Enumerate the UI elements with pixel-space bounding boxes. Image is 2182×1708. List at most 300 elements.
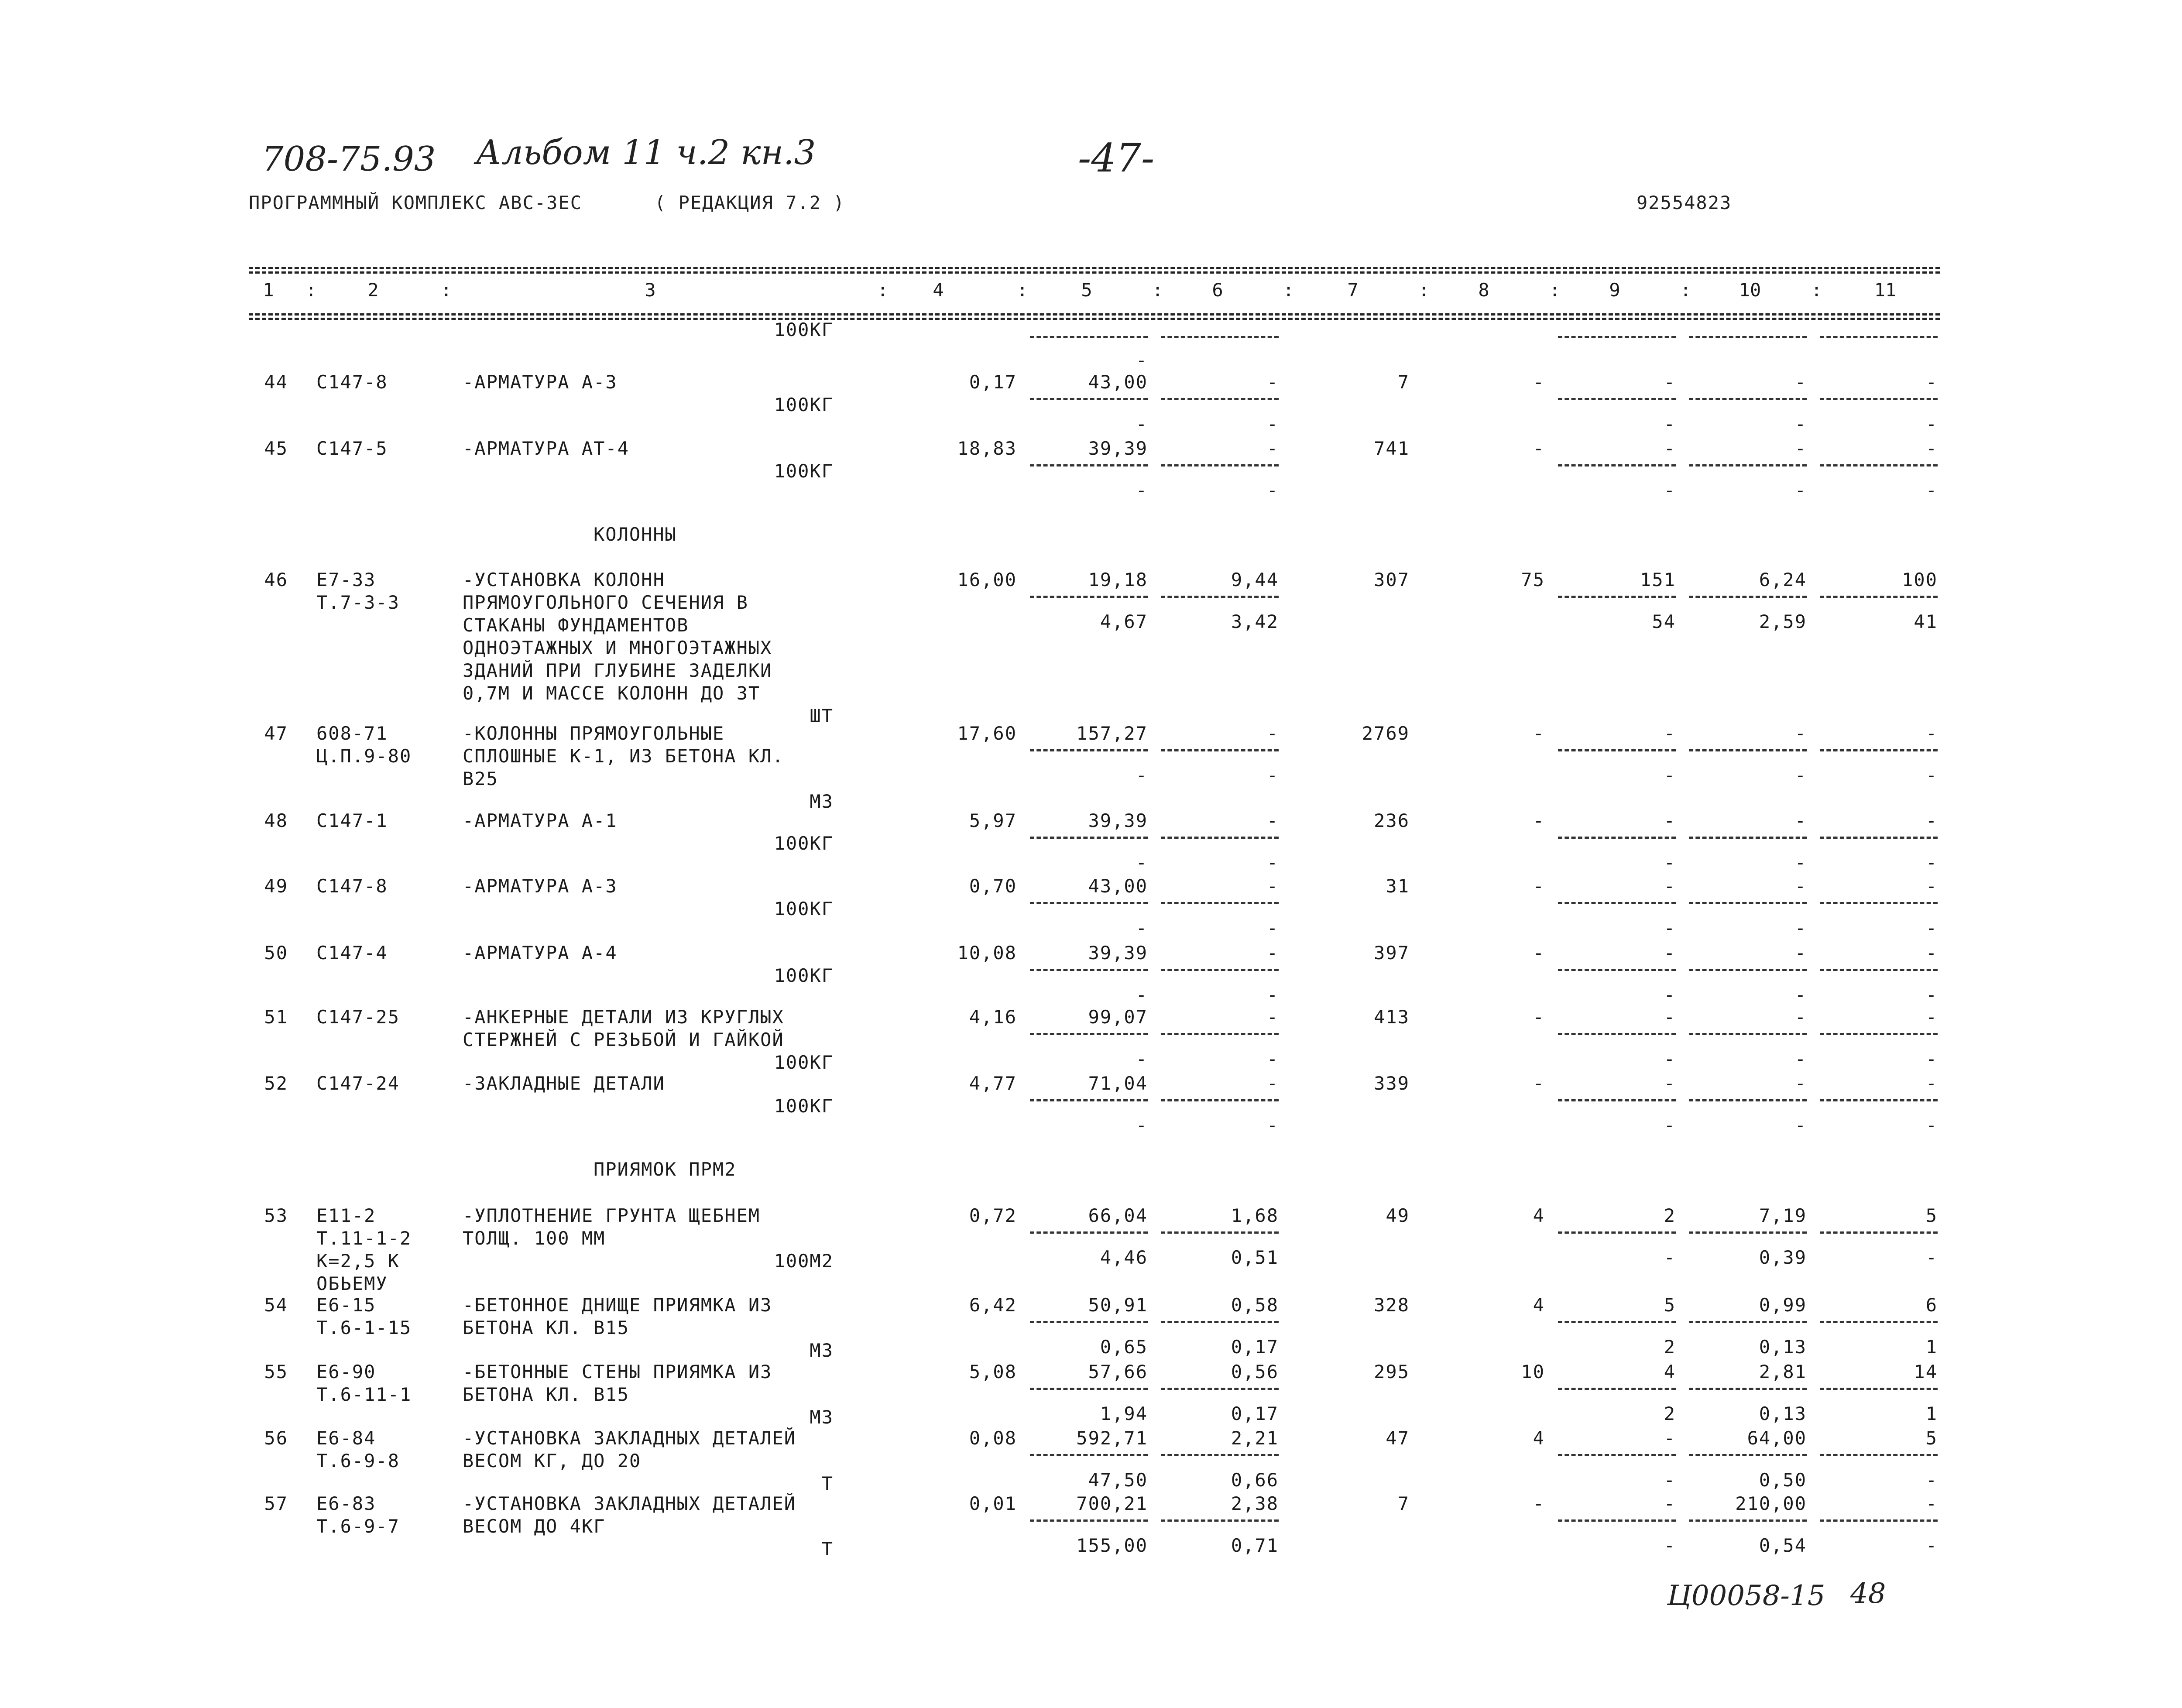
sub-value-c11: - — [1925, 1115, 1938, 1136]
resource-code: Е6-83 — [316, 1493, 376, 1514]
sub-value-c10: 0,13 — [1759, 1336, 1807, 1358]
value-c7: 295 — [1374, 1361, 1410, 1382]
cell-underline — [1820, 1321, 1938, 1323]
cell-underline — [1689, 1033, 1807, 1035]
value-c5: 39,39 — [1088, 810, 1148, 831]
sub-value-c5: - — [1136, 480, 1148, 501]
cell-underline — [1558, 1231, 1676, 1234]
cell-underline — [1820, 596, 1938, 598]
sub-value-c10: - — [1794, 413, 1807, 435]
column-separator: : — [1017, 279, 1028, 301]
unit-of-measure: Т — [821, 1473, 834, 1494]
value-c8: 4 — [1533, 1205, 1545, 1226]
sub-value-c9: - — [1664, 917, 1676, 939]
cell-underline — [1820, 969, 1938, 971]
sub-value-c5: - — [1136, 1048, 1148, 1070]
cell-underline — [1558, 336, 1676, 338]
value-c7: 31 — [1386, 875, 1410, 897]
value-c6: 0,58 — [1231, 1294, 1279, 1316]
resource-code: С147-24 — [316, 1073, 400, 1094]
value-c6: - — [1266, 438, 1279, 459]
value-c8: - — [1533, 1073, 1545, 1094]
resource-code: 608-71 — [316, 723, 388, 744]
cell-underline — [1820, 1519, 1938, 1522]
cell-underline — [1030, 1099, 1148, 1101]
value-c9: - — [1664, 723, 1676, 744]
section-title-kolonny: КОЛОННЫ — [594, 524, 677, 545]
sub-value-c11: - — [1925, 1469, 1938, 1491]
cell-underline — [1689, 749, 1807, 751]
program-title: ПРОГРАММНЫЙ КОМПЛЕКС АВС-3ЕС — [249, 192, 583, 213]
cell-underline — [1689, 969, 1807, 971]
value-c11: - — [1925, 371, 1938, 393]
value-c10: - — [1794, 1073, 1807, 1094]
row-number: 45 — [264, 438, 288, 459]
value-c8: 4 — [1533, 1427, 1545, 1449]
sub-value-c5: - — [1136, 852, 1148, 873]
row-number: 48 — [264, 810, 288, 831]
sub-value-c10: 2,59 — [1759, 611, 1807, 632]
work-description: -УСТАНОВКА ЗАКЛАДНЫХ ДЕТАЛЕЙ — [463, 1493, 796, 1514]
value-c11: - — [1925, 1073, 1938, 1094]
row-number: 50 — [264, 942, 288, 964]
cell-underline — [1030, 1454, 1148, 1456]
sub-value-c5: 0,65 — [1100, 1336, 1148, 1358]
unit-of-measure: М3 — [810, 1340, 834, 1361]
value-c11: 14 — [1914, 1361, 1938, 1382]
value-c5: 99,07 — [1088, 1006, 1148, 1028]
row-number: 46 — [264, 569, 288, 590]
row-number: 56 — [264, 1427, 288, 1449]
sub-value-c10: - — [1794, 984, 1807, 1005]
value-c9: - — [1664, 1073, 1676, 1094]
work-description: ПРЯМОУГОЛЬНОГО СЕЧЕНИЯ В — [463, 592, 748, 613]
column-header-4: 4 — [933, 279, 944, 301]
sub-value-c9: - — [1664, 413, 1676, 435]
cell-underline — [1689, 837, 1807, 839]
cell-underline — [1558, 464, 1676, 466]
unit-of-measure: 100КГ — [774, 1095, 834, 1117]
cell-underline — [1030, 749, 1148, 751]
value-c6: - — [1266, 1073, 1279, 1094]
sub-value-c6: - — [1266, 1115, 1279, 1136]
column-header-10: 10 — [1739, 279, 1761, 301]
cell-underline — [1820, 1231, 1938, 1234]
cell-underline — [1558, 1454, 1676, 1456]
value-c6: - — [1266, 875, 1279, 897]
sub-value-c10: 0,39 — [1759, 1247, 1807, 1268]
cell-underline — [1689, 1454, 1807, 1456]
work-description: БЕТОНА КЛ. В15 — [463, 1384, 630, 1405]
value-c8: - — [1533, 438, 1545, 459]
cell-underline — [1030, 398, 1148, 400]
cell-underline — [1558, 1519, 1676, 1522]
unit-of-measure: М3 — [810, 791, 834, 812]
column-header-1: 1 — [263, 279, 274, 301]
sub-value-c5: - — [1136, 1115, 1148, 1136]
sub-value-c9: 54 — [1652, 611, 1676, 632]
value-c10: 0,99 — [1759, 1294, 1807, 1316]
value-c9: 4 — [1664, 1361, 1676, 1382]
cell-underline — [1820, 749, 1938, 751]
cell-underline — [1558, 1033, 1676, 1035]
sub-value-c5: - — [1136, 350, 1148, 371]
column-header-2: 2 — [367, 279, 379, 301]
value-c9: 5 — [1664, 1294, 1676, 1316]
value-c11: - — [1925, 723, 1938, 744]
sub-value-c6: - — [1266, 984, 1279, 1005]
work-description: ТОЛЩ. 100 ММ — [463, 1228, 606, 1249]
cell-underline — [1030, 596, 1148, 598]
value-c10: - — [1794, 810, 1807, 831]
value-c7: 49 — [1386, 1205, 1410, 1226]
value-c5: 592,71 — [1076, 1427, 1148, 1449]
unit-of-measure: Т — [821, 1538, 834, 1560]
resource-code: С147-8 — [316, 371, 388, 393]
value-c8: - — [1533, 1493, 1545, 1514]
sub-value-c11: - — [1925, 1247, 1938, 1268]
value-c5: 700,21 — [1076, 1493, 1148, 1514]
section-title-priyamok: ПРИЯМОК ПРМ2 — [594, 1159, 737, 1180]
value-c7: 307 — [1374, 569, 1410, 590]
cell-underline — [1689, 336, 1807, 338]
sub-value-c11: - — [1925, 984, 1938, 1005]
sub-value-c6: 0,17 — [1231, 1403, 1279, 1424]
sub-value-c11: - — [1925, 852, 1938, 873]
cell-underline — [1558, 1321, 1676, 1323]
document-number: 92554823 — [1636, 192, 1732, 213]
cell-underline — [1689, 398, 1807, 400]
work-description: -КОЛОННЫ ПРЯМОУГОЛЬНЫЕ — [463, 723, 725, 744]
work-description: СТЕРЖНЕЙ С РЕЗЬБОЙ И ГАЙКОЙ — [463, 1029, 784, 1050]
sub-value-c10: - — [1794, 852, 1807, 873]
resource-code: Т.7-3-3 — [316, 592, 400, 613]
resource-code: ОБЬЕМУ — [316, 1273, 388, 1294]
sub-value-c11: 1 — [1925, 1336, 1938, 1358]
resource-code: Т.6-11-1 — [316, 1384, 412, 1405]
cell-underline — [1161, 1321, 1279, 1323]
work-description: ОДНОЭТАЖНЫХ И МНОГОЭТАЖНЫХ — [463, 637, 772, 659]
resource-code: К=2,5 К — [316, 1250, 400, 1272]
cell-underline — [1820, 1388, 1938, 1390]
column-separator: : — [877, 279, 889, 301]
sub-value-c11: - — [1925, 1535, 1938, 1556]
resource-code: Е6-84 — [316, 1427, 376, 1449]
row-number: 52 — [264, 1073, 288, 1094]
cell-underline — [1558, 1099, 1676, 1101]
footer-code-handwritten: Ц00058-15 — [1667, 1580, 1825, 1612]
unit-of-measure: 100КГ — [774, 394, 834, 415]
sub-value-c11: - — [1925, 1048, 1938, 1070]
sub-value-c6: 0,71 — [1231, 1535, 1279, 1556]
value-c11: - — [1925, 1493, 1938, 1514]
sub-value-c6: - — [1266, 765, 1279, 786]
page-number-handwritten: -47- — [1078, 135, 1155, 181]
value-c8: 4 — [1533, 1294, 1545, 1316]
value-c10: 6,24 — [1759, 569, 1807, 590]
sub-value-c5: - — [1136, 413, 1148, 435]
cell-underline — [1161, 749, 1279, 751]
column-header-7: 7 — [1347, 279, 1359, 301]
sub-value-c6: 3,42 — [1231, 611, 1279, 632]
value-c10: - — [1794, 942, 1807, 964]
sub-value-c9: 2 — [1664, 1336, 1676, 1358]
value-c4: 5,08 — [969, 1361, 1017, 1382]
sub-value-c9: - — [1664, 1469, 1676, 1491]
row-number: 54 — [264, 1294, 288, 1316]
unit-of-measure: 100КГ — [774, 460, 834, 482]
value-c5: 43,00 — [1088, 875, 1148, 897]
value-c5: 43,00 — [1088, 371, 1148, 393]
value-c6: 0,56 — [1231, 1361, 1279, 1382]
cell-underline — [1689, 1519, 1807, 1522]
sub-value-c11: 1 — [1925, 1403, 1938, 1424]
sub-value-c5: - — [1136, 984, 1148, 1005]
cell-underline — [1030, 1231, 1148, 1234]
value-c9: - — [1664, 1006, 1676, 1028]
column-header-9: 9 — [1609, 279, 1620, 301]
sub-value-c5: 47,50 — [1088, 1469, 1148, 1491]
cell-underline — [1558, 969, 1676, 971]
sub-value-c6: - — [1266, 852, 1279, 873]
value-c8: - — [1533, 723, 1545, 744]
cell-underline — [1161, 1388, 1279, 1390]
value-c6: - — [1266, 1006, 1279, 1028]
value-c6: - — [1266, 371, 1279, 393]
work-description: -АРМАТУРА А-3 — [463, 371, 618, 393]
cell-underline — [1689, 1388, 1807, 1390]
row-number: 47 — [264, 723, 288, 744]
value-c11: 5 — [1925, 1427, 1938, 1449]
value-c10: - — [1794, 875, 1807, 897]
sub-value-c10: - — [1794, 1048, 1807, 1070]
work-description: -АРМАТУРА А-4 — [463, 942, 618, 964]
resource-code: Т.11-1-2 — [316, 1228, 412, 1249]
value-c7: 413 — [1374, 1006, 1410, 1028]
unit-of-measure: 100КГ — [774, 965, 834, 986]
cell-underline — [1030, 336, 1148, 338]
value-c11: - — [1925, 810, 1938, 831]
resource-code: С147-1 — [316, 810, 388, 831]
value-c7: 7 — [1397, 1493, 1410, 1514]
sub-value-c5: 4,46 — [1100, 1247, 1148, 1268]
value-c9: 2 — [1664, 1205, 1676, 1226]
sub-value-c9: - — [1664, 765, 1676, 786]
work-description: -ЗАКЛАДНЫЕ ДЕТАЛИ — [463, 1073, 665, 1094]
resource-code: Е6-90 — [316, 1361, 376, 1382]
value-c9: - — [1664, 438, 1676, 459]
value-c8: - — [1533, 1006, 1545, 1028]
work-description: 0,7М И МАССЕ КОЛОНН ДО 3Т — [463, 683, 761, 704]
value-c9: - — [1664, 1493, 1676, 1514]
resource-code: С147-4 — [316, 942, 388, 964]
value-c8: 75 — [1521, 569, 1545, 590]
resource-code: Т.6-9-8 — [316, 1450, 400, 1471]
value-c4: 10,08 — [957, 942, 1017, 964]
work-description: -АРМАТУРА А-1 — [463, 810, 618, 831]
sub-value-c10: - — [1794, 480, 1807, 501]
row-number: 49 — [264, 875, 288, 897]
sub-value-c9: - — [1664, 852, 1676, 873]
cell-underline — [1161, 398, 1279, 400]
cell-underline — [1030, 1388, 1148, 1390]
sub-value-c9: - — [1664, 984, 1676, 1005]
value-c5: 71,04 — [1088, 1073, 1148, 1094]
value-c7: 7 — [1397, 371, 1410, 393]
work-description: -УПЛОТНЕНИЕ ГРУНТА ЩЕБНЕМ — [463, 1205, 761, 1226]
cell-underline — [1820, 1033, 1938, 1035]
value-c10: 210,00 — [1735, 1493, 1807, 1514]
cell-underline — [1030, 902, 1148, 904]
sub-value-c5: 4,67 — [1100, 611, 1148, 632]
value-c4: 4,77 — [969, 1073, 1017, 1094]
value-c5: 19,18 — [1088, 569, 1148, 590]
cell-underline — [1689, 1231, 1807, 1234]
cell-underline — [1689, 1321, 1807, 1323]
sub-value-c6: - — [1266, 1048, 1279, 1070]
value-c9: - — [1664, 1427, 1676, 1449]
cell-underline — [1161, 1231, 1279, 1234]
value-c11: - — [1925, 875, 1938, 897]
value-c5: 39,39 — [1088, 942, 1148, 964]
work-description: В25 — [463, 768, 498, 789]
work-description: -АРМАТУРА АТ-4 — [463, 438, 630, 459]
value-c9: - — [1664, 942, 1676, 964]
resource-code: Е6-15 — [316, 1294, 376, 1316]
cell-underline — [1820, 336, 1938, 338]
sub-value-c9: - — [1664, 1115, 1676, 1136]
value-c10: 2,81 — [1759, 1361, 1807, 1382]
value-c7: 339 — [1374, 1073, 1410, 1094]
cell-underline — [1820, 837, 1938, 839]
value-c9: - — [1664, 810, 1676, 831]
cell-underline — [1161, 902, 1279, 904]
sub-value-c5: - — [1136, 917, 1148, 939]
unit-of-measure: ШТ — [810, 705, 834, 727]
value-c10: - — [1794, 438, 1807, 459]
resource-code: Е11-2 — [316, 1205, 376, 1226]
column-separator: : — [441, 279, 452, 301]
cell-underline — [1558, 1388, 1676, 1390]
work-description: ВЕСОМ КГ, ДО 20 — [463, 1450, 642, 1471]
value-c5: 39,39 — [1088, 438, 1148, 459]
value-c8: - — [1533, 875, 1545, 897]
cell-underline — [1820, 1454, 1938, 1456]
cell-underline — [1558, 902, 1676, 904]
sub-value-c9: - — [1664, 480, 1676, 501]
column-separator: : — [1549, 279, 1561, 301]
cell-underline — [1820, 464, 1938, 466]
sub-value-c6: - — [1266, 413, 1279, 435]
cell-underline — [1161, 1099, 1279, 1101]
resource-code: Т.6-9-7 — [316, 1516, 400, 1537]
row-number: 53 — [264, 1205, 288, 1226]
value-c10: - — [1794, 371, 1807, 393]
value-c8: - — [1533, 942, 1545, 964]
work-description: БЕТОНА КЛ. В15 — [463, 1317, 630, 1338]
cell-underline — [1030, 464, 1148, 466]
work-description: -УСТАНОВКА ЗАКЛАДНЫХ ДЕТАЛЕЙ — [463, 1427, 796, 1449]
sub-value-c11: - — [1925, 917, 1938, 939]
column-header-8: 8 — [1478, 279, 1489, 301]
cell-underline — [1161, 837, 1279, 839]
column-separator: : — [305, 279, 317, 301]
value-c10: - — [1794, 1006, 1807, 1028]
cell-underline — [1161, 1454, 1279, 1456]
cell-underline — [1161, 1033, 1279, 1035]
column-separator: : — [1283, 279, 1294, 301]
value-c4: 0,08 — [969, 1427, 1017, 1449]
unit-of-measure: 100КГ — [774, 898, 834, 919]
resource-code: С147-8 — [316, 875, 388, 897]
cell-underline — [1558, 398, 1676, 400]
row-number: 57 — [264, 1493, 288, 1514]
sub-value-c6: 0,51 — [1231, 1247, 1279, 1268]
value-c5: 57,66 — [1088, 1361, 1148, 1382]
edition-label: ( РЕДАКЦИЯ 7.2 ) — [655, 192, 845, 213]
cell-underline — [1689, 902, 1807, 904]
unit-of-measure: 100М2 — [774, 1250, 834, 1272]
unit-of-measure: 100КГ — [774, 1052, 834, 1073]
work-description: СПЛОШНЫЕ К-1, ИЗ БЕТОНА КЛ. — [463, 745, 784, 767]
value-c11: 5 — [1925, 1205, 1938, 1226]
value-c4: 0,17 — [969, 371, 1017, 393]
resource-code: С147-5 — [316, 438, 388, 459]
sub-value-c6: 0,17 — [1231, 1336, 1279, 1358]
resource-code: Т.6-1-15 — [316, 1317, 412, 1338]
sub-value-c10: - — [1794, 1115, 1807, 1136]
sub-value-c6: - — [1266, 480, 1279, 501]
sub-value-c5: 1,94 — [1100, 1403, 1148, 1424]
sub-value-c10: 0,13 — [1759, 1403, 1807, 1424]
cell-underline — [1689, 596, 1807, 598]
cell-underline — [1161, 969, 1279, 971]
value-c7: 741 — [1374, 438, 1410, 459]
cell-underline — [1161, 464, 1279, 466]
value-c8: 10 — [1521, 1361, 1545, 1382]
sub-value-c11: - — [1925, 480, 1938, 501]
column-header-3: 3 — [645, 279, 656, 301]
value-c6: 9,44 — [1231, 569, 1279, 590]
row-number: 55 — [264, 1361, 288, 1382]
value-c6: 1,68 — [1231, 1205, 1279, 1226]
cell-underline — [1030, 1321, 1148, 1323]
unit-of-measure: М3 — [810, 1406, 834, 1428]
sub-value-c10: 0,54 — [1759, 1535, 1807, 1556]
row-number: 44 — [264, 371, 288, 393]
cell-underline — [1820, 398, 1938, 400]
value-c10: 7,19 — [1759, 1205, 1807, 1226]
value-c10: - — [1794, 723, 1807, 744]
column-header-6: 6 — [1212, 279, 1223, 301]
value-c7: 236 — [1374, 810, 1410, 831]
value-c4: 4,16 — [969, 1006, 1017, 1028]
cell-underline — [1558, 749, 1676, 751]
column-header-5: 5 — [1081, 279, 1092, 301]
sub-value-c9: - — [1664, 1247, 1676, 1268]
column-separator: : — [1152, 279, 1163, 301]
doc-code-handwritten: 708-75.93 — [262, 140, 436, 179]
value-c5: 157,27 — [1076, 723, 1148, 744]
cell-underline — [1558, 596, 1676, 598]
work-description: ЗДАНИЙ ПРИ ГЛУБИНЕ ЗАДЕЛКИ — [463, 660, 772, 681]
resource-code: Ц.П.9-80 — [316, 745, 412, 767]
value-c8: - — [1533, 371, 1545, 393]
sub-value-c10: - — [1794, 917, 1807, 939]
value-c5: 50,91 — [1088, 1294, 1148, 1316]
sub-value-c9: - — [1664, 1535, 1676, 1556]
value-c4: 16,00 — [957, 569, 1017, 590]
